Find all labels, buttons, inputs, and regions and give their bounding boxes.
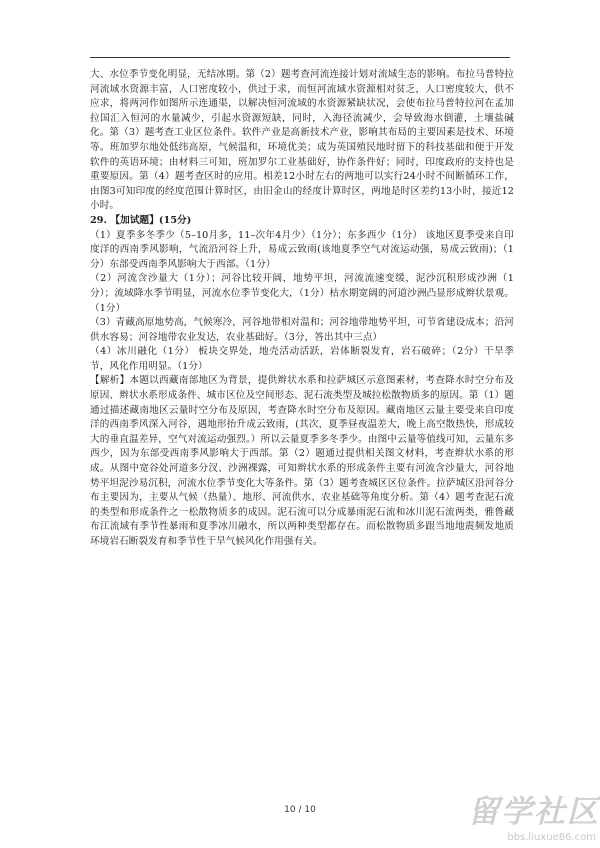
answer-2: （2）河流含沙量大（1分）；河谷比较开阔，地势平坦，河流流速变缓，泥沙沉积形成沙洲（1分）；流域降水季节明显，河流水位季节变化大，（1分）枯水期宽阔的河道沙洲凸显形成辫状景观。（1分）: [90, 273, 514, 314]
question-29-heading: 29. 【加试题】(15分): [90, 214, 192, 226]
watermark-logo: 留学社区: [468, 794, 600, 830]
answer-3: （3）青藏高原地势高，气候寒冷，河谷地带相对温和；河谷地带地势平坦，可节省建设成本；沿河供水容易；河谷地带农业发达，农业基础好。（3分，答出其中三点）: [90, 317, 514, 343]
paragraph-analysis-continued: 大、水位季节变化明显，无结冰期。第（2）题考查河流连接计划对流域生态的影响。布拉马普特拉河流域水资源丰富，人口密度较小，供过于求，而恒河流域水资源相对贫乏，人口密度较大，供不应求，将两河作如图所示连通渠，以解决恒河流域的水资源紧缺状况，会使布拉马普特拉河在孟加拉国汇入恒河的水量减少，引起水资源短缺，同时，入海径流减少，会导致海水倒灌，土壤盐碱化。第（3）题考查工业区位条件。软件产业是高新技术产业，影响其布局的主要因素是技术、环境等。班加罗尔地处低纬高原，气候温和，环境优美；成为英国殖民地时留下的科技基础和便于开发软件的英语环境；由材料三可知，班加罗尔工业基础好，协作条件好；同时，印度政府的支持也是重要原因。第（4）题考查区时的应用。相差12小时左右的两地可以实行24小时不间断循环工作，由图3可知印度的经度范围计算时区，由旧金山的经度计算时区，两地是时区差约13小时，接近12小时。: [90, 69, 514, 212]
watermark: [436, 790, 600, 848]
answer-1: （1）夏季多冬季少（5–10月多，11–次年4月少）（1分）；东多西少（1分） 该地区夏季受来自印度洋的西南季风影响，气流沿河谷上升，易成云致雨(该地夏季空气对流运动强，易成云致雨)；（1分）东部受西南季风影响大于西部。（1分）: [90, 229, 514, 270]
document-body: [90, 68, 514, 550]
answer-4: （4）冰川融化（1分） 板块交界处，地壳活动活跃，岩体断裂发育，岩石破碎；（2分）干旱季节，风化作用明显。（1分）: [90, 346, 514, 372]
analysis-paragraph: 【解析】本题以西藏南部地区为背景，提供辫状水系和拉萨城区示意图素材，考查降水时空分布及原因、辫状水系形成条件、城市区位及空间形态、泥石流类型及城拉松散物质多的原因。第（1）题通过描述藏南地区云量时空分布及原因，考查降水时空分布及原因。藏南地区云量主要受来自印度洋的西南季风深入河谷，遇地形抬升成云致雨，(其次，夏季昼夜温差大，晚上高空散热快，形成较大的垂直温差异，空气对流运动强烈。）所以云量夏季多冬季少。由图中云量等值线可知，云量东多西少，因为东部受西南季风影响大于西部。第（2）题通过提供相关图文材料，考查辫状水系的形成。从图中宽谷处河道多分汊、沙洲裸露，可知辫状水系的形成条件主要有河流含沙量大，河谷地势平坦泥沙易沉积，河流水位季节变化大等条件。第（3）题考查城区区位条件。拉萨城区沿河谷分布主要因为，主要从气候（热量）、地形、河流供水、农业基础等角度分析。第（4）题考查泥石流的类型和形成条件之一松散物质多的成因。泥石流可以分成暴雨泥石流和冰川泥石流两类，雅鲁藏布江流域有季节性暴雨和夏季冰川融水，所以两种类型都存在。而松散物质多跟当地地震频发地质环境岩石断裂发育和季节性干旱气候风化作用强有关。: [90, 375, 514, 547]
page-number: 10 / 10: [284, 805, 316, 815]
header-rule: [90, 57, 510, 58]
watermark-url: bbs.liuxue86.com: [507, 832, 596, 843]
